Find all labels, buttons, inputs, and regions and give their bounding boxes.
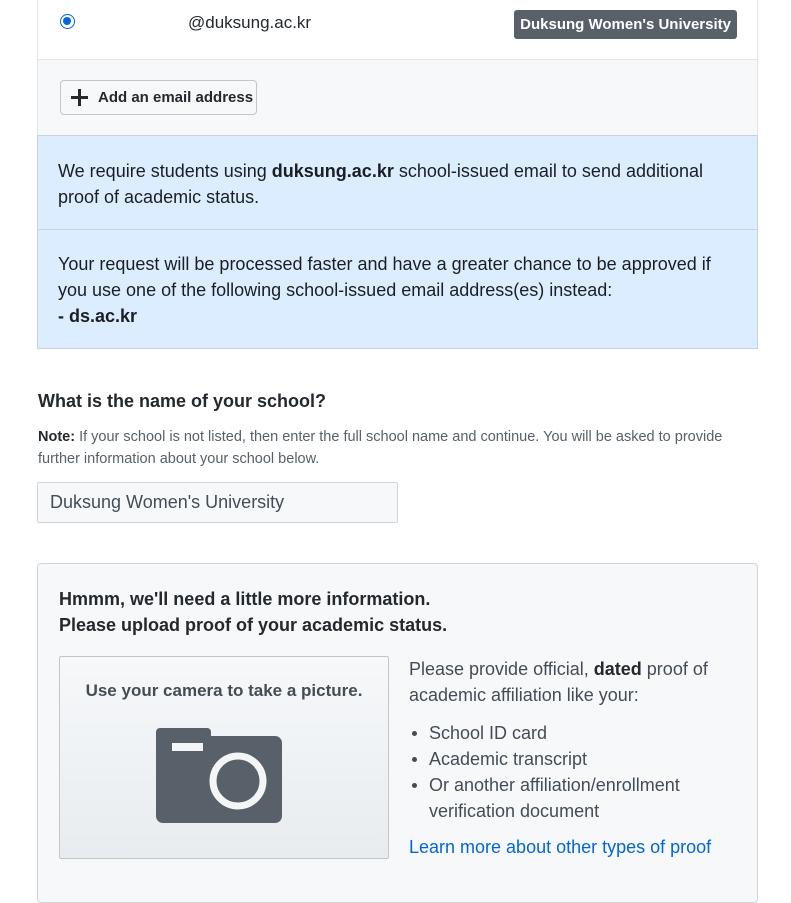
proof-list [409, 720, 739, 824]
proof-info [409, 656, 739, 860]
learn-more-link[interactable]: Learn more about other types of proof [409, 837, 712, 857]
info-suffix: proof of academic affiliation like your: [409, 659, 708, 705]
note-text: If your school is not listed, then enter the full school name and continue. You will be asked to provide further information about your school below. [38, 429, 723, 467]
school-question: What is the name of your school? [38, 391, 327, 411]
list-item: Or another affiliation/enrollment verification document [409, 772, 739, 824]
email-radio[interactable] [60, 14, 75, 29]
notice1-prefix: We require students using [58, 161, 272, 181]
info-prefix: Please provide official, [409, 659, 594, 679]
proof-info-text [409, 656, 739, 708]
notice2-alternative: - ds.ac.kr [58, 306, 138, 326]
notice2-text: Your request will be processed faster and have a greater chance to be approved if you use one of the following school-issued email address(es) instead: [58, 254, 711, 300]
email-row [37, 0, 758, 60]
camera-label: Use your camera to take a picture. [85, 681, 363, 700]
camera-icon [156, 728, 283, 824]
notice1-domain: duksung.ac.kr [271, 161, 394, 181]
add-email-label: Add an email address [98, 89, 254, 106]
email-domain: @duksung.ac.kr [188, 13, 312, 32]
proof-panel [37, 563, 758, 903]
proof-heading-line1: Hmmm, we'll need a little more information. [59, 589, 431, 609]
notice-proof-required [37, 135, 758, 230]
school-note [38, 426, 758, 470]
list-item: School ID card [409, 720, 739, 746]
list-item: Academic transcript [409, 746, 739, 772]
add-email-button[interactable] [60, 80, 257, 115]
add-email-row [37, 60, 758, 136]
notice-alternative-emails [37, 229, 758, 349]
school-name-input[interactable]: Duksung Women's University [37, 482, 398, 523]
camera-capture-button[interactable] [59, 656, 389, 859]
proof-heading [59, 586, 447, 638]
notice1-suffix: school-issued email to send additional proof of academic status. [58, 161, 704, 207]
note-label: Note: [38, 429, 76, 445]
school-label-badge: Duksung Women's University [514, 10, 737, 39]
info-bold: dated [593, 659, 642, 679]
proof-heading-line2: Please upload proof of your academic status. [59, 615, 448, 635]
plus-icon [71, 89, 88, 106]
